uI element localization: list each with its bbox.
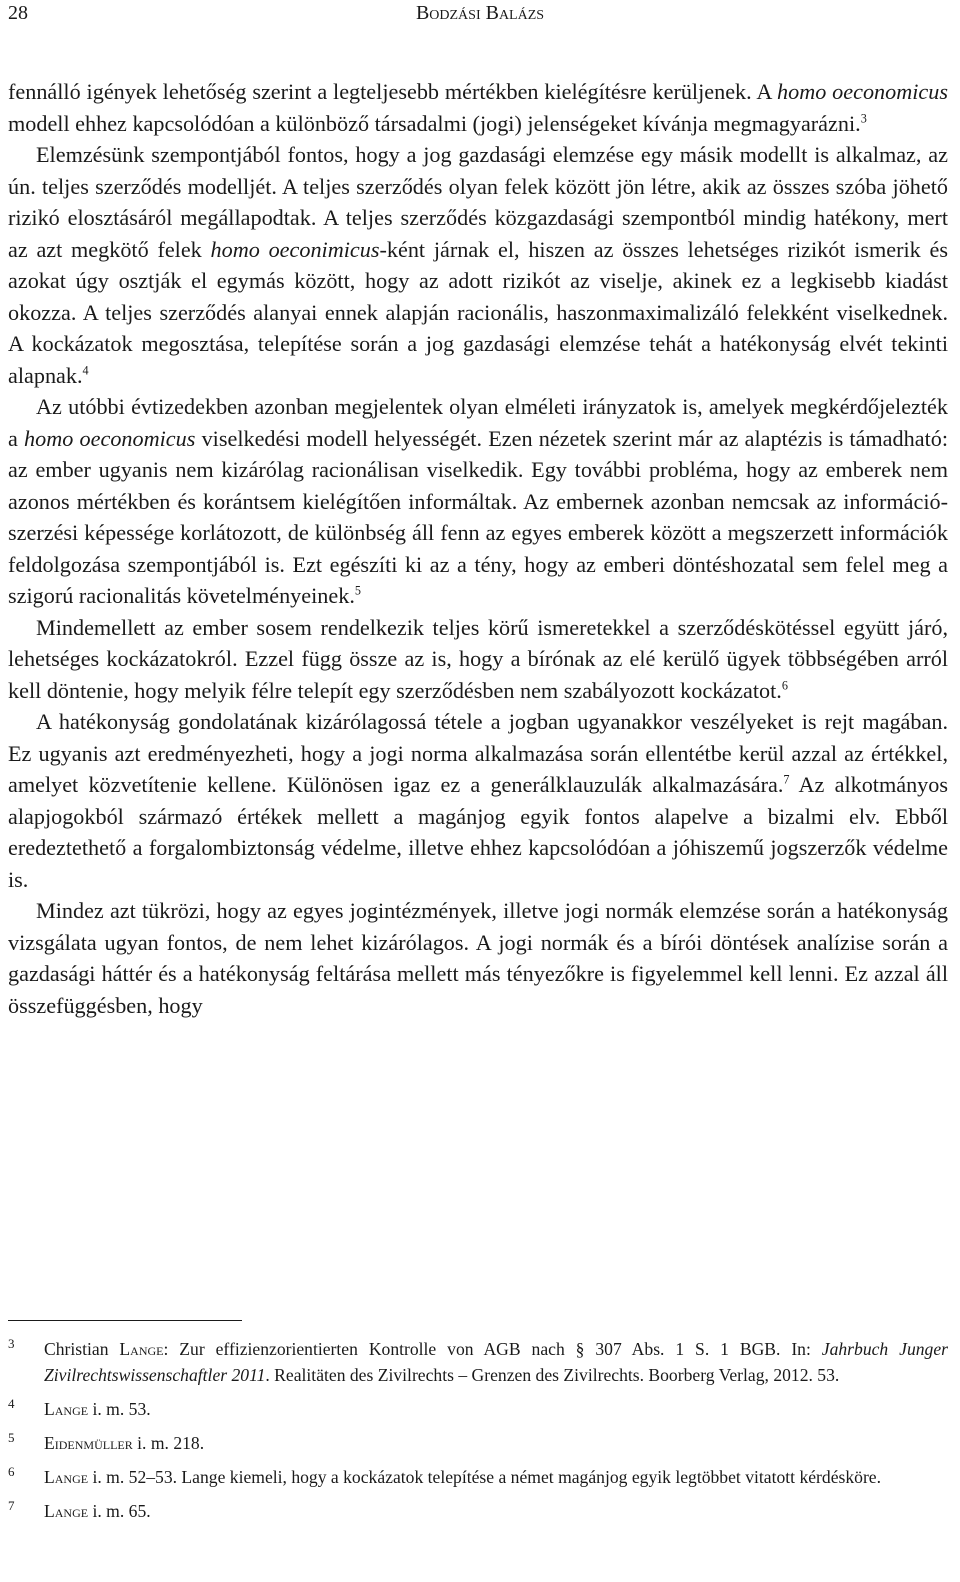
paragraph — [8, 391, 948, 612]
text-run: i. m. 218. — [132, 1433, 205, 1453]
paragraph — [8, 76, 948, 139]
text-run: i. m. 53. — [88, 1399, 151, 1419]
author-name: Lange — [44, 1501, 89, 1521]
text-run: i. m. 52–53. Lange kiemeli, hogy a kockázatok telepítése a német magánjog egyik legtöbbet vitatott kérdésköre. — [88, 1467, 882, 1487]
footnote-ref: 6 — [781, 678, 788, 693]
footnote-ref: 3 — [860, 111, 867, 126]
paragraph — [8, 612, 948, 707]
text-run: Az alkotmányos alapjogokból származó értékek mellett a magánjog egyik fontos alapelve a bizalmi elv. Ebből eredeztethető a forgalombiztonság védelme, illetve ehhez kapcsolódóan a jóhiszemű jogszerzők védelme is. — [8, 772, 948, 892]
author-name: Lange — [119, 1339, 164, 1359]
author-name: Lange — [44, 1467, 89, 1487]
text-run: Az utóbbi évtizedekben azonban megjelentek olyan elméleti irányzatok is, amelyek megkérdőjelezték a — [8, 394, 948, 451]
footnote — [8, 1430, 948, 1456]
footnote-number: 4 — [8, 1396, 15, 1411]
page-header — [8, 0, 952, 30]
italic-text: homo oeconomicus — [24, 425, 196, 451]
text-run: Elemzésünk szempontjából fontos, hogy a jog gazdasági elemzése egy másik modellt is alkalmaz, az ún. teljes szerződés modelljét. A teljes szerződés olyan felek között jön létre, akik az összes szóba jöhető rizikó elosztásáról megállapodtak. A teljes szerződés közgazdasági szempontból mindig hatékony, mert az azt megkötő felek — [8, 142, 948, 262]
footnote — [8, 1396, 948, 1422]
footnote-number: 7 — [8, 1498, 15, 1513]
footnote-number: 3 — [8, 1336, 15, 1351]
running-head-author: Bodzási Balázs — [415, 2, 545, 24]
italic-text: Jahrbuch Junger Zivilrechtswissenschaftler 2011 — [44, 1339, 948, 1385]
text-run: A hatékonyság gondolatának kizárólagossá tétele a jogban ugyanakkor veszélyeket is rejt magában. Ez ugyanis azt eredményezheti, hogy a jogi norma alkalmazása során ellentétbe kerül azzal az értékkel, amelyet közvetítenie kellene. Különösen igaz ez a generálklauzulák alkalmazására. — [8, 709, 948, 797]
text-run: fennálló igények lehetőség szerint a legteljesebb mértékben kielégítésre kerüljenek. A — [8, 79, 777, 104]
text-run: . Realitäten des Zivilrechts – Grenzen des Zivilrechts. Boorberg Verlag, 2012. 53. — [265, 1365, 840, 1385]
main-text — [8, 76, 948, 1021]
author-name: Eidenmüller — [44, 1433, 133, 1453]
footnote-number: 5 — [8, 1430, 15, 1445]
text-run: modell ehhez kapcsolódóan a különböző társadalmi (jogi) jelenségeket kívánja megmagyarázni. — [8, 110, 861, 136]
author-name: Lange — [44, 1399, 89, 1419]
text-run: Christian — [44, 1339, 120, 1359]
footnote-ref: 7 — [783, 772, 790, 787]
footnote — [8, 1464, 948, 1490]
paragraph — [8, 895, 948, 1021]
text-run: i. m. 65. — [88, 1501, 151, 1521]
footnote-separator — [8, 1320, 242, 1321]
footnotes — [8, 1336, 948, 1532]
paragraph — [8, 139, 948, 391]
italic-text: homo oeconimicus — [210, 236, 380, 262]
text-run: -ként járnak el, hiszen az összes lehetséges rizikót ismerik és azokat úgy osztják el egymás között, hogy az adott rizikót az viselje, akinek ez a legkisebb kiadást okozza. A teljes szerződés alanyai ennek alapján racionális, haszonmaximalizáló felekként viselkednek. A kockázatok megosztása, telepítése során a jog gazdasági elemzése tehát a hatékonyság elvét tekinti alapnak. — [8, 236, 948, 388]
paragraph — [8, 706, 948, 895]
footnote — [8, 1336, 948, 1388]
text-run: : Zur effizienzorientierten Kontrolle von AGB nach § 307 Abs. 1 S. 1 BGB. In: — [163, 1339, 822, 1359]
text-run: viselkedési modell helyességét. Ezen nézetek szerint már az alaptézis is támadható: az ember ugyanis nem kizárólag racionálisan viselkedik. Egy további probléma, hogy az emberek nem azonos mértékben és korántsem kielégítően informáltak. Az embernek azonban nemcsak az információszerzési képessége korlátozott, de különbség áll fenn az egyes emberek között a megszerzett információk feldolgozása szempontjából is. Ezt egészíti ki az a tény, hogy az emberi döntéshozatal sem felel meg a szigorú racionalitás követelményeinek. — [8, 425, 948, 608]
italic-text: homo oeconomicus — [777, 79, 949, 104]
footnote-ref: 5 — [354, 583, 361, 598]
text-run: Mindez azt tükrözi, hogy az egyes jogintézmények, illetve jogi normák elemzése során a hatékonyság vizsgálata ugyan fontos, de nem lehet kizárólagos. A jogi normák és a bírói döntések analízise során a gazdasági háttér és a hatékonyság feltárása mellett más tényezőkre is figyelemmel kell lenni. Ez azzal áll összefüggésben, hogy — [8, 898, 948, 1018]
page-number: 28 — [8, 2, 28, 24]
footnote — [8, 1498, 948, 1524]
footnote-number: 6 — [8, 1464, 15, 1479]
text-run: Mindemellett az ember sosem rendelkezik teljes körű ismeretekkel a szerződéskötéssel együtt járó, lehetséges kockázatokról. Ezzel függ össze az is, hogy a bírónak az elé kerülő ügyek többségében arról kell döntenie, hogy melyik félre telepít egy szerződésben nem szabályozott kockázatot. — [8, 614, 948, 703]
footnote-ref: 4 — [82, 363, 89, 378]
